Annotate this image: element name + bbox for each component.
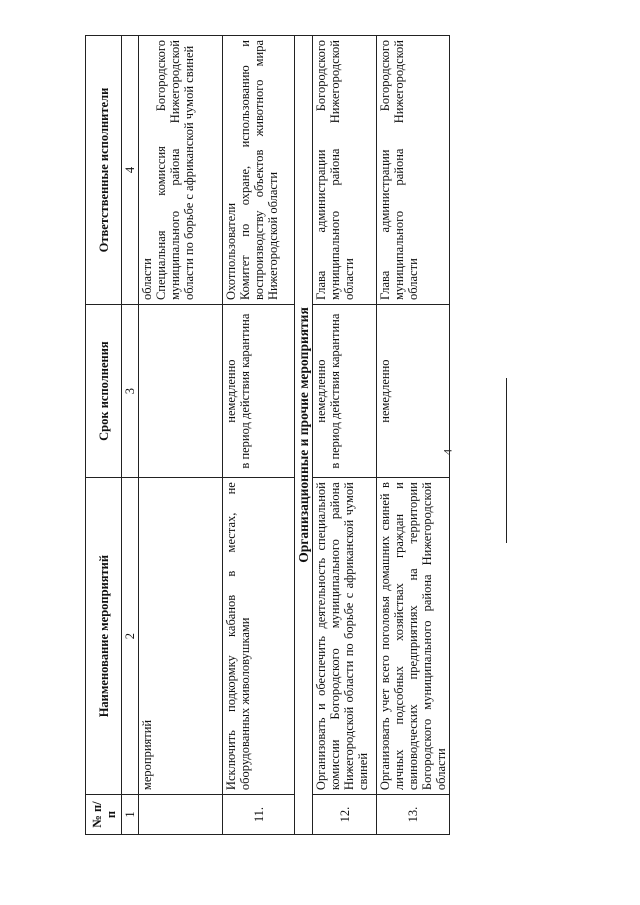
table-row [139,36,223,835]
table-header-row [86,36,122,835]
column-number-row [122,36,139,835]
row-name: Организовать учет всего поголовья домашних свиней в личных подсобных хозяйствах граждан и свиноводческих предприятиях на территории Богородского муниципального района Нижегородской области [377,478,450,795]
table-row [377,36,450,835]
row-deadline: немедленно в период действия карантина [223,305,295,478]
table-row [223,36,295,835]
row-executors: Глава администрации Богородского муниципального района Нижегородской области [377,36,450,305]
header-num: № п/п [86,795,122,835]
page-number: 4 [440,449,455,455]
signature-line [506,378,507,543]
table-row [313,36,377,835]
header-deadline: Срок исполнения [86,305,122,478]
row-deadline: немедленно [377,305,450,478]
row-name: мероприятий [139,478,223,795]
column-number: 2 [122,478,139,795]
row-executors: Глава администрации Богородского муниципального района Нижегородской области [313,36,377,305]
column-number: 1 [122,795,139,835]
row-num: 13. [377,795,450,835]
rotated-table-container [85,35,449,835]
column-number: 4 [122,36,139,305]
row-executors: Охотпользователи Комитет по охране, использованию и воспроизводству объектов животного мира Нижегородской области [223,36,295,305]
row-deadline [139,305,223,478]
measures-table [85,35,450,835]
section-title: Организационные и прочие мероприятия [295,36,313,835]
header-name: Наименование мероприятий [86,478,122,795]
row-executors: области Специальная комиссия Богородского муниципального района Нижегородской области по борьбе с африканской чумой свиней [139,36,223,305]
row-name: Организовать и обеспечить деятельность специальной комиссии Богородского муниципального района Нижегородской области по борьбе с африканской чумой свиней [313,478,377,795]
section-row [295,36,313,835]
row-num: 11. [223,795,295,835]
header-executors: Ответственные исполнители [86,36,122,305]
row-num: 12. [313,795,377,835]
row-num [139,795,223,835]
row-name: Исключить подкормку кабанов в местах, не оборудованных живоловушками [223,478,295,795]
row-deadline: немедленно в период действия карантина [313,305,377,478]
column-number: 3 [122,305,139,478]
